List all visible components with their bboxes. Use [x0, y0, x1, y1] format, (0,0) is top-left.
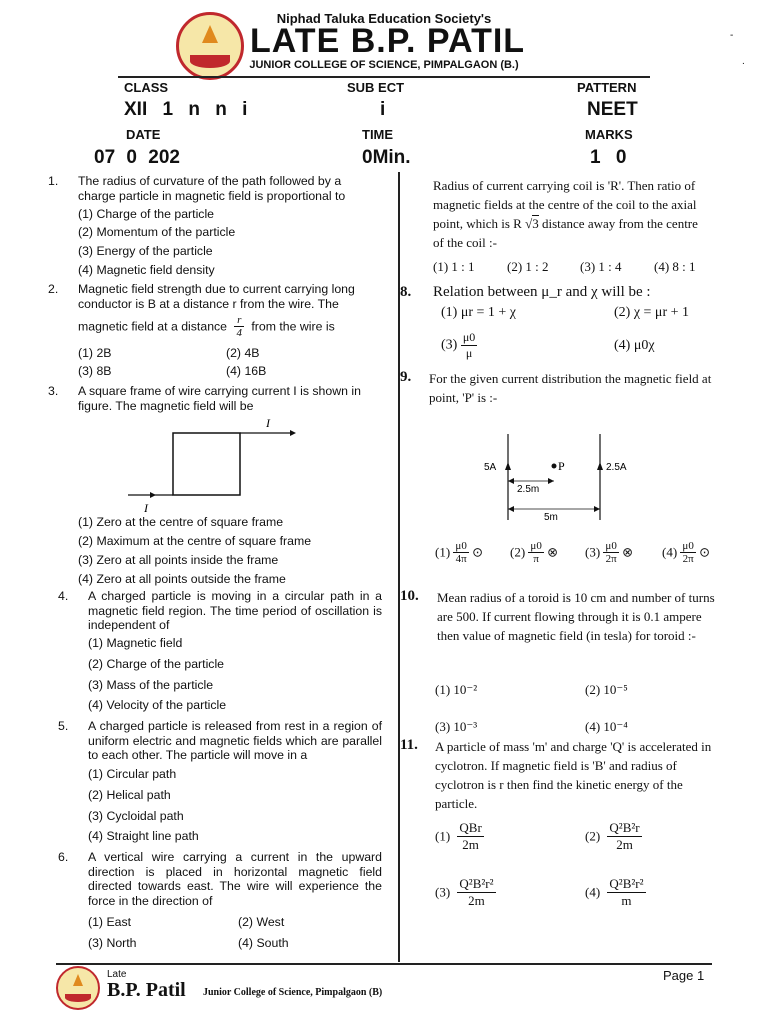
option: (2) Helical path — [88, 788, 171, 802]
option: (2) Charge of the particle — [88, 657, 225, 671]
option-label: (4) — [662, 544, 678, 560]
subject-value: i — [380, 99, 386, 120]
option: (1) Circular path — [88, 767, 177, 781]
option: (3) 1 : 4 — [580, 259, 622, 274]
current-label: 5A — [484, 462, 497, 473]
option: (4) Zero at all points outside the frame — [78, 572, 286, 586]
option: (4) μ0χ — [614, 338, 655, 353]
option: (3) 10⁻³ — [435, 719, 478, 734]
option: (3) 8B — [78, 364, 112, 378]
point-label: P — [558, 459, 565, 473]
square-frame-figure — [120, 412, 300, 512]
question-text: A particle of mass 'm' and charge 'Q' is accelerated in cyclotron. If magnetic field is 'B' and radius of cyclotron is r then find the kinetic energy of the particle. — [435, 739, 712, 811]
pattern-label: PATTERN — [577, 80, 637, 95]
option-label: (1) — [435, 544, 451, 560]
question-text: Magnetic field strength due to current carrying long conductor is B at a distance r from the wire. The — [78, 282, 355, 311]
numerator: QBr — [459, 820, 482, 835]
fraction — [603, 540, 618, 565]
option: (2) West — [238, 915, 285, 929]
fraction — [680, 540, 695, 565]
fraction — [607, 820, 641, 853]
denominator: 2π — [682, 553, 694, 565]
option — [585, 540, 633, 565]
question-number: 3. — [48, 384, 59, 398]
option: (4) 8 : 1 — [654, 259, 696, 274]
question-number: 5. — [58, 719, 69, 733]
footer-logo — [56, 966, 100, 1010]
question-text: Relation between μ_r and χ will be : — [433, 284, 651, 300]
question-text-line — [433, 214, 723, 233]
question-3 — [48, 384, 368, 413]
footer-name: B.P. Patil — [107, 979, 186, 1001]
denominator: 4π — [455, 553, 467, 565]
side-mark: - — [730, 30, 734, 41]
option — [435, 540, 483, 565]
numerator: Q²B²r² — [459, 876, 494, 891]
option-label: (1) — [435, 828, 451, 844]
current-distribution-figure — [478, 428, 648, 520]
numerator: μ0 — [605, 540, 617, 552]
option: (1) 2B — [78, 346, 112, 360]
option: (2) χ = μr + 1 — [614, 305, 689, 320]
out-of-page-icon: ⊙ — [472, 544, 483, 560]
numerator: μ0 — [455, 540, 467, 552]
option-label: (2) — [585, 828, 601, 844]
option — [510, 540, 558, 565]
date-value: 07 0 202 — [94, 147, 180, 168]
question-text: A vertical wire carrying a current in the upward direction is placed in horizontal magnetic field directed towards east. The wire will experience the force in the direction of — [88, 850, 382, 908]
numerator: Q²B²r — [609, 820, 640, 835]
time-value: 0Min. — [362, 147, 411, 168]
question-1 — [48, 174, 368, 203]
option: (3) Energy of the particle — [78, 244, 213, 258]
numerator: μ0 — [462, 330, 476, 344]
distance-label: 5m — [544, 512, 558, 520]
numerator: Q²B²r² — [609, 876, 644, 891]
fraction — [453, 540, 468, 565]
fraction — [461, 330, 477, 361]
option-label: (4) — [585, 884, 601, 900]
option: (2) 1 : 2 — [507, 259, 549, 274]
option — [435, 820, 484, 853]
option: (4) South — [238, 936, 289, 950]
subject-label: SUB ECT — [347, 80, 405, 95]
option: (1) 10⁻² — [435, 682, 478, 697]
into-page-icon: ⊗ — [547, 544, 558, 560]
numerator: μ0 — [530, 540, 542, 552]
option: (2) Momentum of the particle — [78, 225, 236, 239]
current-label: I — [144, 501, 148, 512]
footer-rule — [56, 963, 712, 965]
option — [585, 876, 646, 909]
denominator: m — [621, 893, 632, 908]
question-2-line — [78, 314, 335, 339]
denominator: 2m — [616, 837, 633, 852]
footer-late: Late — [107, 969, 127, 980]
college-title: LATE B.P. PATIL — [250, 22, 526, 60]
option-label: (3) — [435, 884, 451, 900]
question-number: 10. — [400, 588, 419, 604]
fraction — [457, 820, 483, 853]
college-subtitle: JUNIOR COLLEGE OF SCIENCE, PIMPALGAON (B.) — [249, 59, 519, 71]
question-text: Mean radius of a toroid is 10 cm and number of turns are 500. If current flowing through it is 0.1 ampere then value of magnetic field (in tesla) for toroid :- — [437, 590, 715, 643]
option: (4) 16B — [226, 364, 267, 378]
pattern-value: NEET — [587, 99, 638, 120]
denominator: 2π — [605, 553, 617, 565]
into-page-icon: ⊗ — [622, 544, 633, 560]
option: (3) Cycloidal path — [88, 809, 184, 823]
option: (1) μr = 1 + χ — [441, 305, 516, 320]
lamp-base-icon — [65, 994, 91, 1003]
fraction — [607, 876, 645, 909]
option-label: (3) — [441, 337, 458, 353]
date-label: DATE — [126, 127, 161, 142]
out-of-page-icon: ⊙ — [699, 544, 710, 560]
option: (2) 10⁻⁵ — [585, 682, 628, 697]
question-text: For the given current distribution the magnetic field at point, 'P' is :- — [429, 371, 712, 405]
denominator: π — [533, 553, 539, 565]
question-number: 8. — [400, 284, 412, 300]
class-label: CLASS — [124, 80, 169, 95]
option — [435, 876, 496, 909]
option: (4) 10⁻⁴ — [585, 719, 628, 734]
question-text: of the coil :- — [433, 235, 497, 250]
option-label: (2) — [510, 544, 526, 560]
question-text: A square frame of wire carrying current I is shown in figure. The magnetic field will be — [78, 384, 361, 413]
question-text: The radius of curvature of the path followed by a charge particle in magnetic field is proportional to — [78, 174, 346, 203]
option — [662, 540, 710, 565]
question-2 — [48, 282, 368, 311]
option: (2) Maximum at the centre of square frame — [78, 534, 312, 548]
option: (3) North — [88, 936, 137, 950]
fraction — [457, 876, 495, 909]
numerator: r — [234, 314, 244, 327]
option — [585, 820, 642, 853]
question-number: 9. — [400, 369, 412, 385]
option: (1) East — [88, 915, 132, 929]
page-number: Page 1 — [663, 968, 705, 983]
distance-label: 2.5m — [517, 484, 540, 495]
question-text: A charged particle is moving in a circular path in a magnetic field region. The time period of oscillation is independent of — [88, 589, 382, 632]
option: (4) Straight line path — [88, 829, 199, 843]
option: (4) Velocity of the particle — [88, 698, 227, 712]
fraction — [528, 540, 543, 565]
lamp-flame-icon — [202, 25, 218, 43]
option: (1) 1 : 1 — [433, 259, 475, 274]
question-text: magnetic field at a distance — [78, 319, 228, 334]
marks-value: 1 0 — [590, 147, 627, 168]
question-4 — [58, 589, 382, 633]
question-text: Radius of current carrying coil is 'R'. Then ratio of — [433, 178, 696, 193]
question-text: magnetic fields at the centre of the coil to the axial — [433, 197, 697, 212]
denominator: 2m — [462, 837, 479, 852]
question-text: distance away from the centre — [541, 216, 698, 231]
question-text: A charged particle is released from rest in a region of uniform electric and magnetic fields which are parallel to each other. The particle will move in a — [88, 719, 382, 762]
footer-college: Junior College of Science, Pimpalgaon (B) — [203, 987, 383, 998]
denominator: 2m — [468, 893, 485, 908]
option: (1) Charge of the particle — [78, 207, 215, 221]
numerator: μ0 — [682, 540, 694, 552]
current-label: I — [266, 416, 270, 430]
class-value: XII 1 n n i — [124, 99, 248, 120]
option: (3) Mass of the particle — [88, 678, 214, 692]
side-mark: . — [742, 56, 745, 67]
option: (2) 4B — [226, 346, 260, 360]
question-5 — [58, 719, 382, 763]
fraction — [234, 314, 244, 339]
question-number: 2. — [48, 282, 59, 296]
question-number: 1. — [48, 174, 59, 188]
current-label: 2.5A — [606, 462, 627, 473]
option — [441, 330, 477, 361]
denominator: μ — [465, 346, 473, 360]
question-6 — [58, 850, 382, 908]
question-7 — [433, 176, 723, 252]
option: (4) Magnetic field density — [78, 263, 215, 277]
sqrt-icon: √3 — [525, 216, 539, 231]
question-text: point, which is R — [433, 216, 522, 231]
time-label: TIME — [362, 127, 394, 142]
option: (3) Zero at all points inside the frame — [78, 553, 279, 567]
sqrt-value: 3 — [532, 216, 539, 231]
question-number: 4. — [58, 589, 69, 603]
option: (1) Magnetic field — [88, 636, 183, 650]
header-rule — [118, 76, 650, 78]
question-text: from the wire is — [251, 319, 335, 334]
lamp-flame-icon — [73, 974, 83, 986]
question-number: 11. — [400, 737, 418, 753]
denominator: 4 — [236, 327, 242, 339]
marks-label: MARKS — [585, 127, 633, 142]
society-name: Niphad Taluka Education Society's — [276, 11, 492, 26]
question-number: 6. — [58, 850, 69, 864]
option: (1) Zero at the centre of square frame — [78, 515, 284, 529]
option-label: (3) — [585, 544, 601, 560]
